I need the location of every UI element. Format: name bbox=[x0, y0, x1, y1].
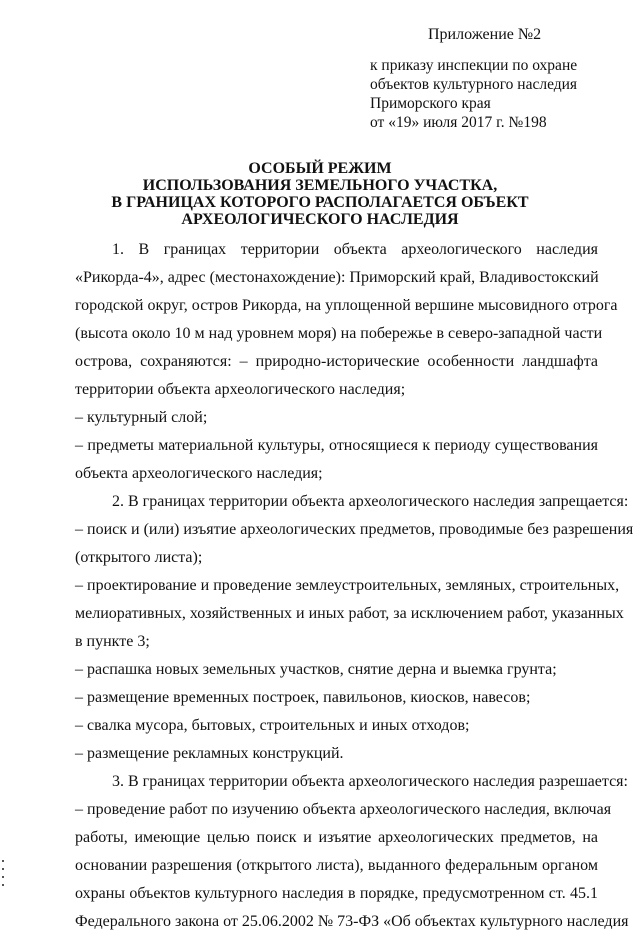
body-line: – поиск и (или) изъятие археологических предметов, проводимые без разрешения bbox=[75, 521, 634, 538]
body-line: – свалка мусора, бытовых, строительных и иных отходов; bbox=[75, 717, 470, 734]
body-line: в пункте 3; bbox=[75, 633, 150, 650]
body-line: объекта археологического наследия; bbox=[75, 465, 323, 482]
body-line: 2. В границах территории объекта археологического наследия запрещается: bbox=[112, 493, 629, 510]
title-line: В ГРАНИЦАХ КОТОРОГО РАСПОЛАГАЕТСЯ ОБЪЕКТ bbox=[111, 194, 529, 211]
body-line: мелиоративных, хозяйственных и иных работ, за исключением работ, указанных bbox=[75, 605, 624, 622]
scan-margin-marks bbox=[2, 860, 6, 900]
body-line: основании разрешения (открытого листа), выданного федеральным органом bbox=[75, 857, 598, 874]
annex-ref-line: от «19» июля 2017 г. №198 bbox=[370, 114, 547, 131]
scan-dot bbox=[2, 868, 4, 870]
body-line: острова, сохраняются: – природно-исторические особенности ландшафта bbox=[75, 353, 598, 370]
title-line: ИСПОЛЬЗОВАНИЯ ЗЕМЕЛЬНОГО УЧАСТКА, bbox=[142, 177, 498, 194]
body-line: – размещение временных построек, павильонов, киосков, навесов; bbox=[75, 689, 531, 706]
annex-reference bbox=[370, 56, 577, 132]
scan-dot bbox=[2, 876, 4, 878]
annex-ref-line: объектов культурного наследия bbox=[370, 76, 578, 93]
body-line: – предметы материальной культуры, относящиеся к периоду существования bbox=[75, 437, 598, 454]
body-line: 1. В границах территории объекта археологического наследия bbox=[112, 241, 598, 258]
body-line: – размещение рекламных конструкций. bbox=[75, 745, 344, 762]
body-line: «Рикорда-4», адрес (местонахождение): Приморский край, Владивостокский bbox=[75, 269, 599, 286]
body-line: (открытого листа); bbox=[75, 549, 203, 566]
document-body bbox=[75, 236, 634, 936]
body-line: – проведение работ по изучению объекта археологического наследия, включая bbox=[75, 801, 612, 818]
body-line: территории объекта археологического наследия; bbox=[75, 381, 406, 398]
body-line: городской округ, остров Рикорда, на уплощенной вершине мысовидного отрога bbox=[75, 297, 618, 314]
body-line: Федерального закона от 25.06.2002 № 73-ФЗ «Об объектах культурного наследия bbox=[75, 913, 629, 930]
body-line: работы, имеющие целью поиск и изъятие археологических предметов, на bbox=[75, 829, 598, 846]
body-line: – культурный слой; bbox=[75, 409, 208, 426]
scan-dot bbox=[2, 860, 4, 862]
body-line: – распашка новых земельных участков, снятие дерна и выемка грунта; bbox=[75, 661, 557, 678]
scan-dot bbox=[2, 884, 4, 886]
annex-title: Приложение №2 bbox=[428, 26, 542, 43]
body-line: 3. В границах территории объекта археологического наследия разрешается: bbox=[112, 773, 628, 790]
body-line: охраны объектов культурного наследия в порядке, предусмотренном ст. 45.1 bbox=[75, 885, 598, 902]
body-line: (высота около 10 м над уровнем моря) на побережье в северо-западной части bbox=[75, 325, 603, 342]
annex-ref-line: Приморского края bbox=[370, 95, 491, 112]
annex-ref-line: к приказу инспекции по охране bbox=[370, 57, 578, 74]
title-line: АРХЕОЛОГИЧЕСКОГО НАСЛЕДИЯ bbox=[181, 211, 459, 228]
document-title bbox=[70, 160, 570, 228]
body-line: – проектирование и проведение землеустроительных, земляных, строительных, bbox=[75, 577, 620, 594]
title-line: ОСОБЫЙ РЕЖИМ bbox=[248, 160, 392, 177]
